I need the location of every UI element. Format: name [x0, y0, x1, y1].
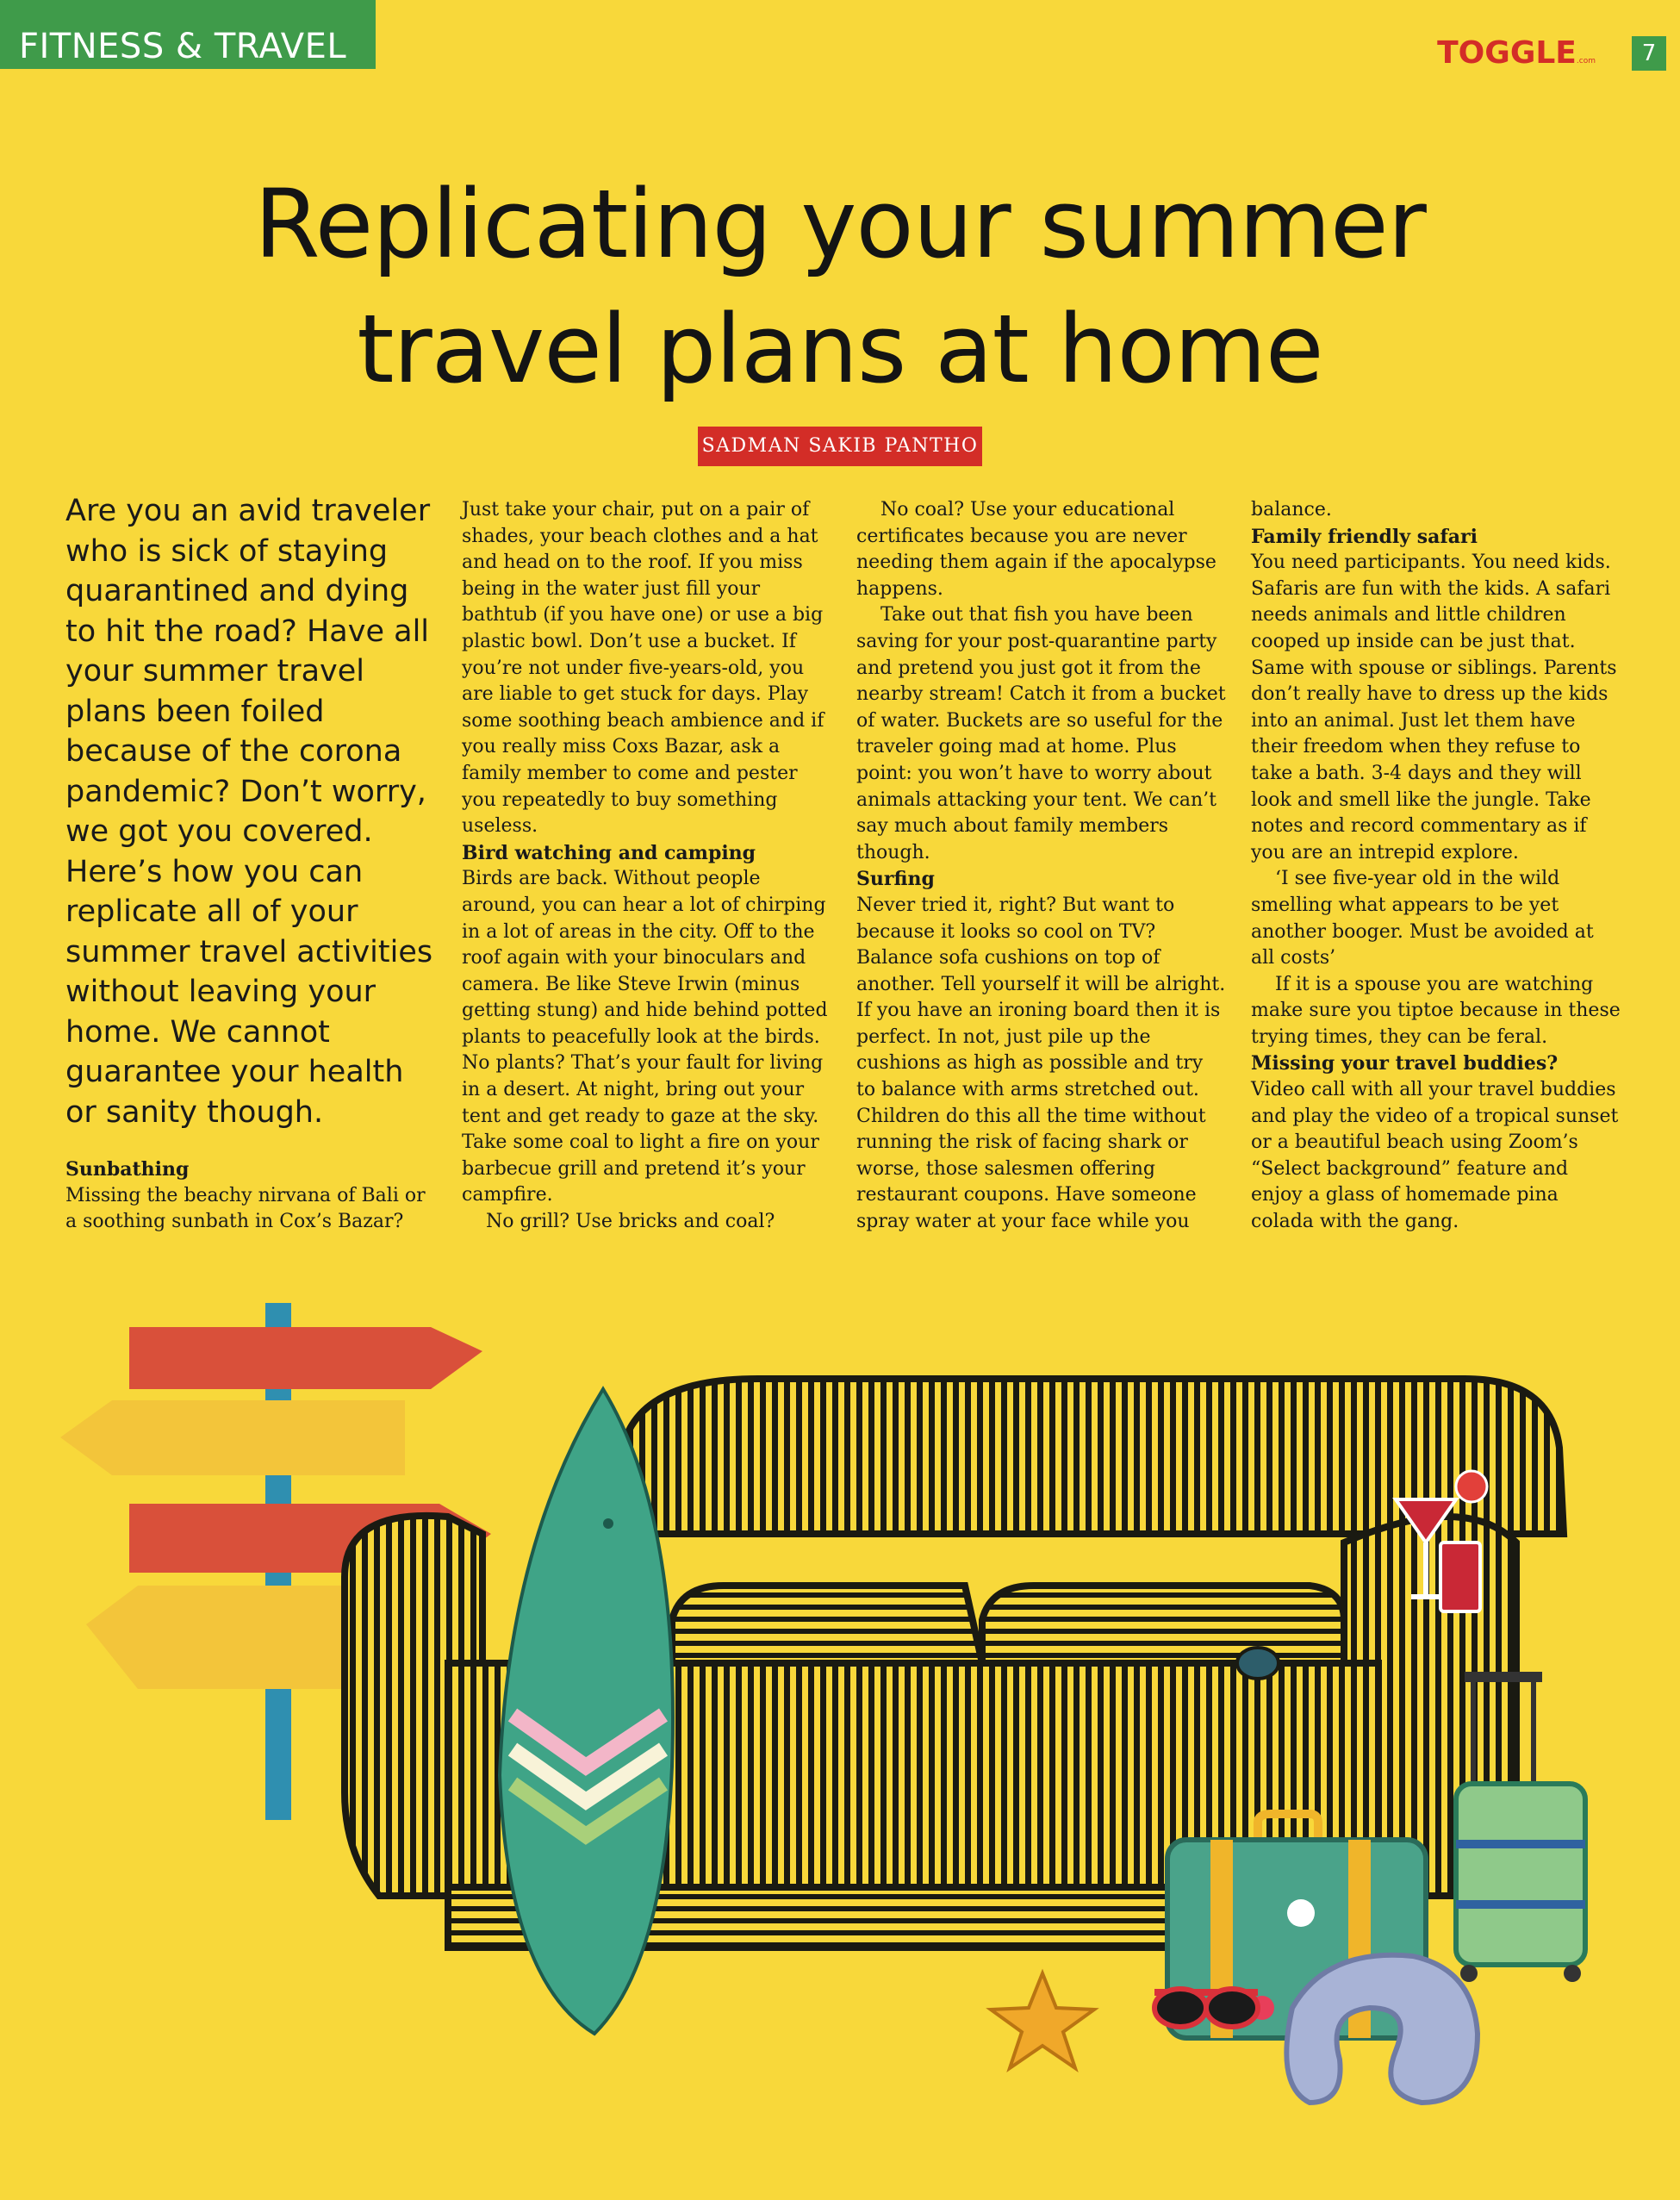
travel-illustration	[0, 1267, 1680, 2200]
paragraph: Never tried it, right? But want to because it looks so cool on TV? Balance sofa cushions on top of another. Tell yourself it will be alright. If you have an ironing board then it is perfect. In not, just pile up the cushions as high as possible and try to balance with arms stretched out. Children do this all the time without running the risk of facing shark or worse, those salesmen offering restaurant coupons. Have someone spray water at your face while you	[856, 894, 1226, 1233]
article-title	[86, 162, 1594, 412]
brand-logo	[1437, 34, 1596, 80]
paragraph: Just take your chair, put on a pair of shades, your beach clothes and a hat and head on to the roof. If you miss being in the water just fill your bathtub (if you have one) or use a big plastic bowl. Don’t use a bucket. If you’re not under five-years-old, you are liable to get stuck for days. Play some soothing beach ambience and if you really miss Coxs Bazar, ask a family member to come and pester you repeatedly to buy something useless.	[462, 499, 824, 838]
article-column-1	[65, 1156, 436, 1236]
paragraph: No grill? Use bricks and coal?	[486, 1211, 775, 1233]
subhead-surfing: Surfing	[856, 868, 935, 891]
title-line-1: Replicating your summer	[254, 169, 1426, 279]
lede-paragraph: Are you an avid traveler who is sick of staying quarantined and dying to hit the road? Have all your summer travel plans been foiled because of the corona pandemic? Don’t worry, we got you covered. Here’s how you can replicate all of your summer travel activities without leaving your home. We cannot guarantee your health or sanity though.	[65, 494, 433, 1130]
subhead-sunbathing: Sunbathing	[65, 1158, 190, 1181]
article-column-4	[1251, 497, 1621, 1236]
article-column-2	[462, 497, 832, 1236]
paragraph: ‘I see five-year old in the wild smelling what appears to be yet another booger. Must be avoided at all costs’	[1251, 868, 1594, 969]
paragraph: If it is a spouse you are watching make sure you tiptoe because in these trying times, they can be feral.	[1251, 973, 1621, 1048]
paragraph: balance.	[1251, 499, 1332, 520]
starfish-icon	[991, 1973, 1094, 2068]
subhead-bird-watching: Bird watching and camping	[462, 841, 756, 864]
section-tag	[0, 0, 376, 69]
page-number: 7	[1632, 36, 1666, 71]
paragraph: You need participants. You need kids. Safaris are fun with the kids. A safari needs animals and little children cooped up inside can be just that. Same with spouse or siblings. Parents don’t really have to dress up the kids into an animal. Just let them have their freedom when they refuse to take a bath. 3-4 days and they will look and smell like the jungle. Take notes and record commentary as if you are an intrepid explore.	[1251, 552, 1617, 863]
compass-icon	[1237, 1648, 1279, 1679]
paragraph: Video call with all your travel buddies and play the video of a tropical sunset or a beautiful beach using Zoom’s “Select background” feature and enjoy a glass of homemade pina colada with the gang.	[1251, 1079, 1619, 1233]
title-line-2: travel plans at home	[357, 294, 1323, 404]
section-label: FITNESS & TRAVEL	[19, 27, 347, 66]
article-column-3	[856, 497, 1227, 1236]
trolley-suitcase-icon	[1456, 1672, 1585, 1982]
brand-name: TOGGLE	[1437, 35, 1577, 71]
paragraph: Birds are back. Without people around, you can hear a lot of chirping in a lot of areas in the city. Off to the roof again with your binoculars and camera. Be like Steve Irwin (minus getting stung) and hide behind potted plants to peacefully look at the birds. No plants? That’s your fault for living in a desert. At night, bring out your tent and get ready to gaze at the sky. Take some coal to light a fire on your barbecue grill and pretend it’s your campfire.	[462, 868, 828, 1206]
byline: SADMAN SAKIB PANTHO	[698, 427, 982, 466]
subhead-safari: Family friendly safari	[1251, 525, 1478, 548]
subhead-travel-buddies: Missing your travel buddies?	[1251, 1052, 1559, 1075]
paragraph: No coal? Use your educational certificates because you are never needing them again if the apocalypse happens.	[856, 499, 1216, 600]
paragraph: Missing the beachy nirvana of Bali or a soothing sunbath in Cox’s Bazar?	[65, 1184, 426, 1233]
paragraph: Take out that fish you have been saving for your post-quarantine party and pretend you just got it from the nearby stream! Catch it from a bucket of water. Buckets are so useful for the traveler going mad at home. Plus point: you won’t have to worry about animals attacking your tent. We can’t say much about family members though.	[856, 604, 1226, 863]
brand-suffix: .com	[1576, 57, 1596, 65]
